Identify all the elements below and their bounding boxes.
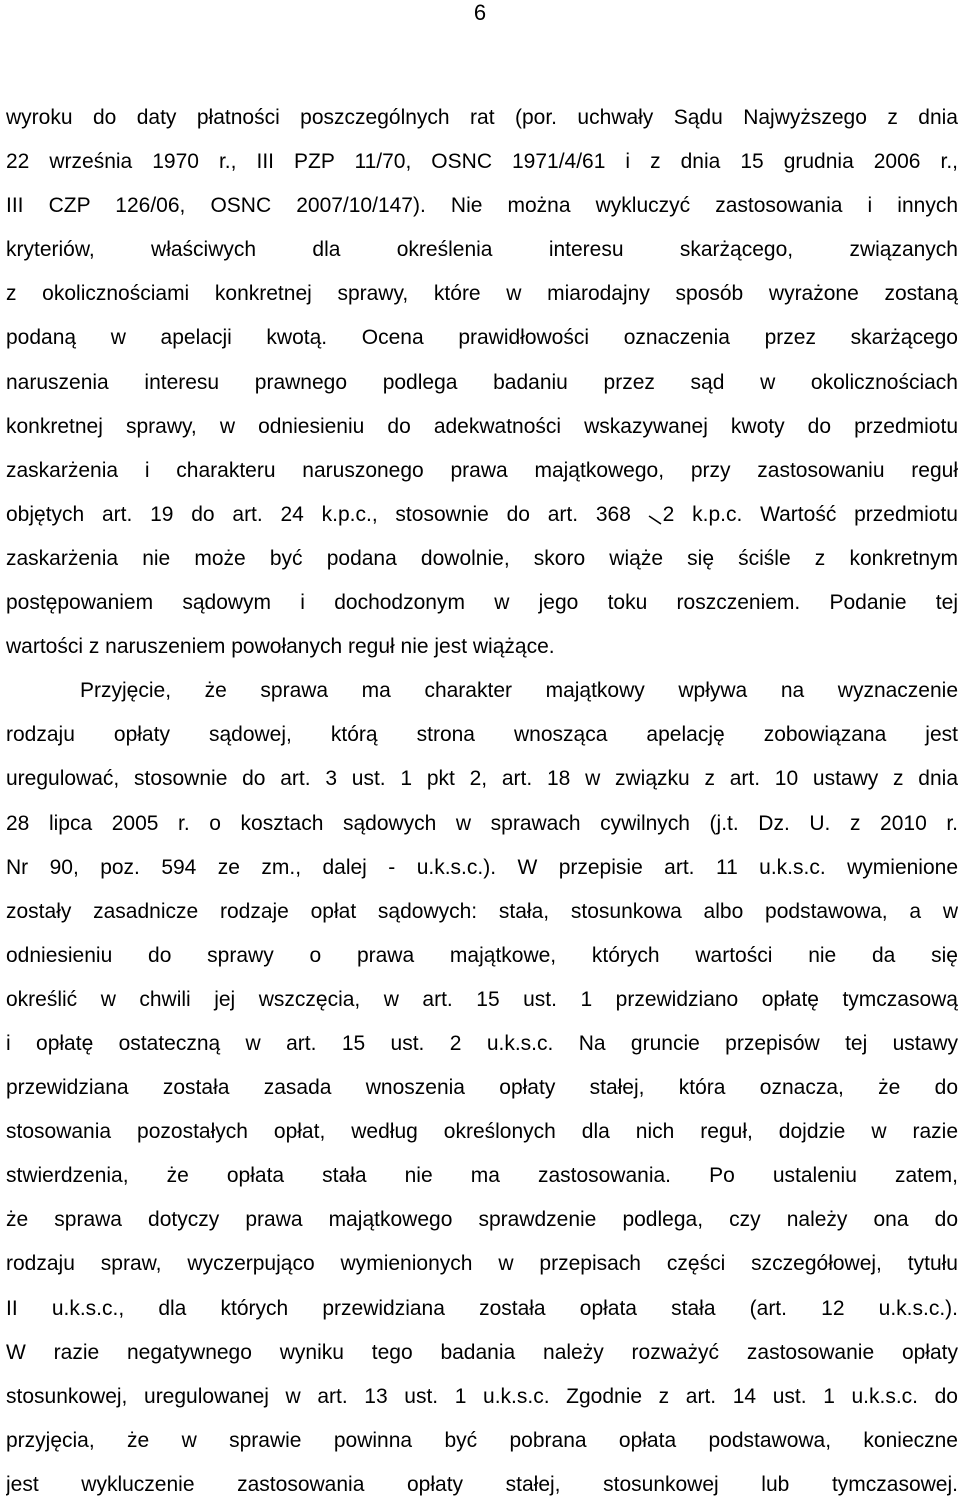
text-line: W razie negatywnego wyniku tego badania należy rozważyć zastosowanie opłaty (6, 1340, 958, 1364)
text-line: przewidziana została zasada wnoszenia opłaty stałej, która oznacza, że do (6, 1076, 958, 1100)
text-line: i opłatę ostateczną w art. 15 ust. 2 u.k.s.c. Na gruncie przepisów tej ustawy (6, 1031, 958, 1055)
text-line: 28 lipca 2005 r. o kosztach sądowych w sprawach cywilnych (j.t. Dz. U. z 2010 r. (6, 811, 958, 835)
page-number: 6 (473, 0, 487, 25)
text-line: jest wykluczenie zastosowania opłaty stałej, stosunkowej lub tymczasowej. (6, 1472, 958, 1496)
text-line: 22 września 1970 r., III PZP 11/70, OSNC 1971/4/61 i z dnia 15 grudnia 2006 r., (6, 150, 958, 174)
text-segment: 2 k.p.c. Wartość przedmiotu (662, 502, 958, 526)
text-line: postępowaniem sądowym i dochodzonym w jego toku roszczeniem. Podanie tej (6, 591, 958, 615)
section-mark-icon (649, 505, 663, 525)
text-line: odniesieniu do sprawy o prawa majątkowe, których wartości nie da się (6, 943, 958, 967)
text-line: uregulować, stosownie do art. 3 ust. 1 pkt 2, art. 18 w związku z art. 10 ustawy z dnia (6, 767, 958, 791)
text-line: Nr 90, poz. 594 ze zm., dalej - u.k.s.c.). W przepisie art. 11 u.k.s.c. wymienione (6, 855, 958, 879)
text-line: konkretnej sprawy, w odniesieniu do adekwatności wskazywanej kwoty do przedmiotu (6, 414, 958, 438)
document-body (6, 96, 958, 1507)
paragraph-1 (6, 96, 958, 669)
text-line: przyjęcia, że w sprawie powinna być pobrana opłata podstawowa, konieczne (6, 1428, 958, 1452)
text-line: zaskarżenia i charakteru naruszonego prawa majątkowego, przy zastosowaniu reguł (6, 458, 958, 482)
text-line: rodzaju spraw, wyczerpująco wymienionych w przepisach części szczegółowej, tytułu (6, 1252, 958, 1276)
text-line: Przyjęcie, że sprawa ma charakter majątkowy wpływa na wyznaczenie (80, 679, 958, 703)
text-line: wartości z naruszeniem powołanych reguł nie jest wiążące. (6, 635, 555, 659)
text-line: rodzaju opłaty sądowej, którą strona wnosząca apelację zobowiązana jest (6, 723, 958, 747)
text-line: zostały zasadnicze rodzaje opłat sądowych: stała, stosunkowa albo podstawowa, a w (6, 899, 958, 923)
text-line: z okolicznościami konkretnej sprawy, które w miarodajny sposób wyrażone zostaną (6, 282, 958, 306)
paragraph-2 (6, 669, 958, 1507)
text-line: III CZP 126/06, OSNC 2007/10/147). Nie można wykluczyć zastosowania i innych (6, 194, 958, 218)
text-line-with-section-mark (6, 493, 958, 537)
text-segment: objętych art. 19 do art. 24 k.p.c., stosownie do art. 368 (6, 502, 631, 526)
text-line: naruszenia interesu prawnego podlega badaniu przez sąd w okolicznościach (6, 370, 958, 394)
text-line: że sprawa dotyczy prawa majątkowego sprawdzenie podlega, czy należy ona do (6, 1208, 958, 1232)
text-line: stosunkowej, uregulowanej w art. 13 ust. 1 u.k.s.c. Zgodnie z art. 14 ust. 1 u.k.s.c. do (6, 1384, 958, 1408)
text-line: podaną w apelacji kwotą. Ocena prawidłowości oznaczenia przez skarżącego (6, 326, 958, 350)
text-line: określić w chwili jej wszczęcia, w art. 15 ust. 1 przewidziano opłatę tymczasową (6, 987, 958, 1011)
text-line: wyroku do daty płatności poszczególnych rat (por. uchwały Sądu Najwyższego z dnia (6, 106, 958, 129)
text-line: stwierdzenia, że opłata stała nie ma zastosowania. Po ustaleniu zatem, (6, 1164, 958, 1188)
text-line: zaskarżenia nie może być podana dowolnie, skoro wiąże się ściśle z konkretnym (6, 546, 958, 570)
text-line: stosowania pozostałych opłat, według określonych dla nich reguł, dojdzie w razie (6, 1120, 958, 1144)
text-line: II u.k.s.c., dla których przewidziana została opłata stała (art. 12 u.k.s.c.). (6, 1296, 958, 1320)
text-line: kryteriów, właściwych dla określenia interesu skarżącego, związanych (6, 238, 958, 262)
